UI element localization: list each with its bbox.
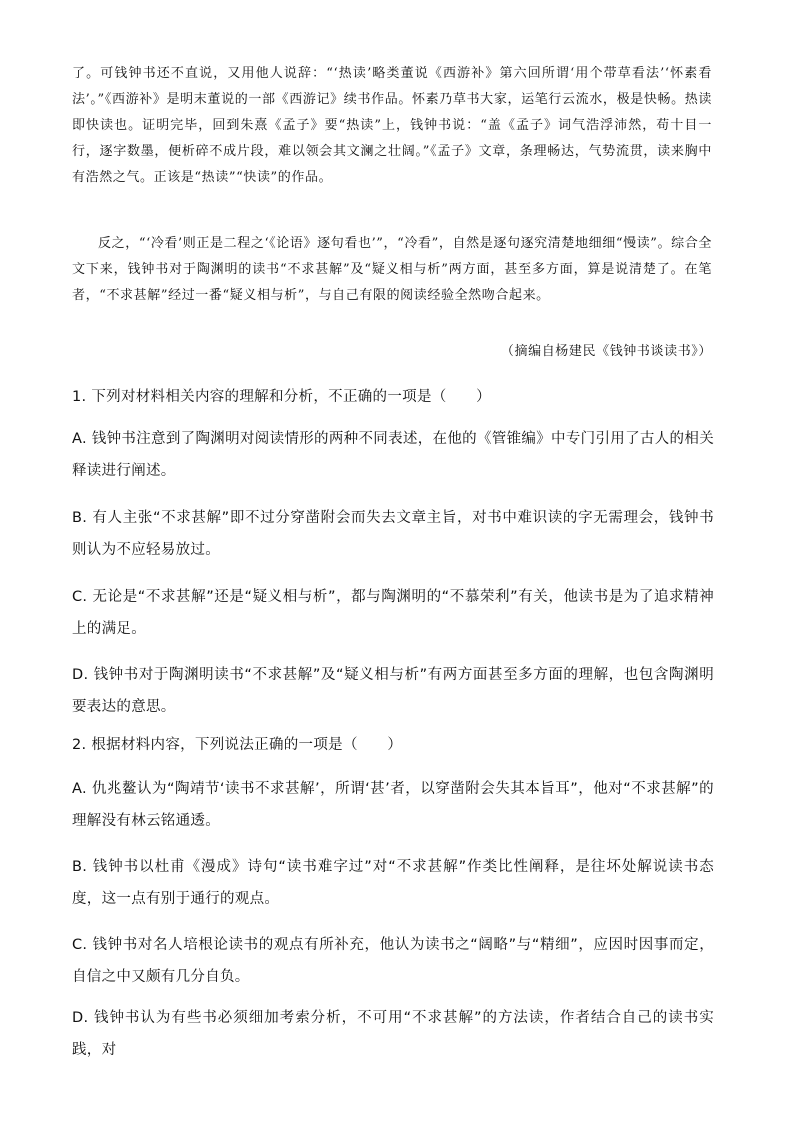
- question-2-option-a: A. 仇兆鳌认为“陶靖节‘读书不求甚解’，所谓‘甚’者，以穿凿附会失其本旨耳”，他对“不求甚解”的理解没有林云铭通透。: [72, 781, 714, 829]
- question-2-option-d: D. 钱钟书认为有些书必须细加考索分析，不可用“不求甚解”的方法读，作者结合自己的读书实践，对: [72, 1010, 714, 1058]
- question-1-option-b: B. 有人主张“不求甚解”即不过分穿凿附会而失去文章主旨，对书中难识读的字无需理会，钱钟书则认为不应轻易放过。: [72, 510, 714, 558]
- passage-paragraph-1: 了。可钱钟书还不直说，又用他人说辞：“‘热读’略类董说《西游补》第六回所谓‘用个带草看法’‘怀素看法’。”《西游补》是明末董说的一部《西游记》续书作品。怀素乃草书大家，运笔行云流水，极是快畅。热读即快读也。证明完毕，回到朱熹《孟子》要“热读”上，钱钟书说：“盖《孟子》词气浩浮沛然，苟十目一行，逐字数墨，便析碎不成片段，难以领会其文澜之壮阔。”《孟子》文章，条理畅达，气势流贯，读来胸中有浩然之气。正该是“热读”“快读”的作品。: [72, 66, 712, 185]
- passage-paragraph-2: 反之，“‘冷看’则正是二程之‘《论语》逐句看也’”，“冷看”，自然是逐句逐究清楚地细细“慢读”。综合全文下来，钱钟书对于陶渊明的读书“不求甚解”及“疑义相与析”两方面，甚至多方面，算是说清楚了。在笔者，“不求甚解”经过一番“疑义相与析”，与自己有限的阅读经验全然吻合起来。: [72, 236, 712, 303]
- question-2-option-c: C. 钱钟书对名人培根论读书的观点有所补充，他认为读书之“阔略”与“精细”，应因时因事而定，自信之中又颇有几分自负。: [72, 937, 714, 985]
- question-1-stem: 1. 下列对材料相关内容的理解和分析，不正确的一项是（ ）: [72, 389, 491, 405]
- question-1-option-d: D. 钱钟书对于陶渊明读书“不求甚解”及“疑义相与析”有两方面甚至多方面的理解，也包含陶渊明要表达的意思。: [72, 667, 714, 715]
- passage-source: （摘编自杨建民《钱钟书谈读书》）: [500, 344, 712, 359]
- question-2-stem: 2. 根据材料内容，下列说法正确的一项是（ ）: [72, 737, 403, 753]
- question-1-option-a: A. 钱钟书注意到了陶渊明对阅读情形的两种不同表述，在他的《管锥编》中专门引用了古人的相关释读进行阐述。: [72, 431, 714, 479]
- question-1-option-c: C. 无论是“不求甚解”还是“疑义相与析”，都与陶渊明的“不慕荣利”有关，他读书是为了追求精神上的满足。: [72, 589, 714, 637]
- question-2-option-b: B. 钱钟书以杜甫《漫成》诗句“读书难字过”对“不求甚解”作类比性阐释，是往坏处解说读书态度，这一点有别于通行的观点。: [72, 859, 714, 907]
